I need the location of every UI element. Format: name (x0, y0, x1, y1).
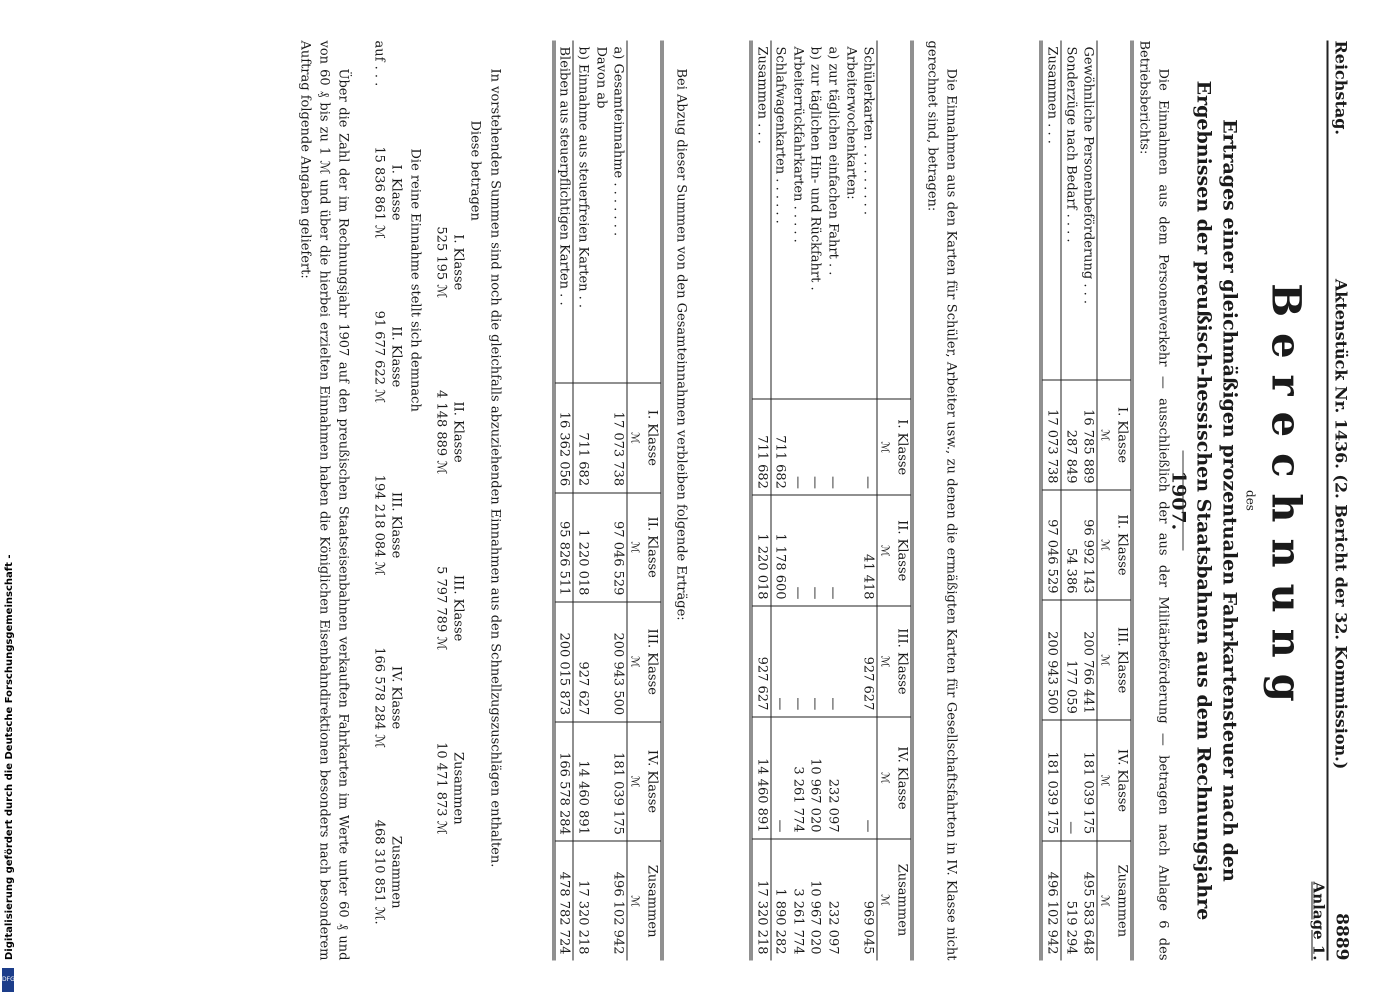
table-cell: 1 178 600 (770, 495, 788, 606)
class-amount: 10 471 873 ℳ (433, 741, 449, 835)
class-label: Zusammen (450, 751, 465, 825)
class-label: IV. Klasse (388, 665, 403, 729)
table-row (1079, 40, 1097, 960)
class-value (369, 146, 403, 238)
unit-cell: ℳ (627, 721, 643, 841)
row-label: Schülerkarten . . . . . . . . . (860, 46, 876, 215)
table-cell: 17 073 738 (609, 383, 627, 492)
row-label: Sonderzüge nach Bedarf . . . . (1062, 46, 1078, 243)
row-label: b) Einnahme aus steuerfreien Karten . . (575, 46, 591, 308)
table-cell: — (770, 606, 788, 717)
table-row (1061, 40, 1079, 960)
table-cell: 16 362 056 (553, 383, 573, 492)
unit-cell: ℳ (1097, 840, 1113, 960)
class-value (431, 226, 465, 298)
table-cell (841, 606, 859, 717)
table-row (573, 40, 591, 960)
table-cell: 1 220 018 (573, 492, 591, 601)
table-cell: 10 967 020 (806, 839, 824, 961)
paragraph-schnellzugszuschlaege: In vorstehenden Summen sind noch die gleichfalls abzuziehenden Einnahmen aus den Schnellzugszuschlägen enthalten. (487, 68, 502, 867)
table-cell: 495 583 648 (1079, 840, 1097, 960)
row-label: Zusammen . . . (1041, 40, 1061, 380)
table-cell: 519 294 (1061, 840, 1079, 960)
unit-cell: ℳ (877, 398, 893, 494)
class-label: I. Klasse (450, 233, 465, 290)
table-cell: 17 320 218 (751, 839, 771, 961)
class-value (431, 390, 465, 474)
class-value (431, 566, 465, 650)
column-header: III. Klasse (642, 601, 661, 721)
table-cell: 181 039 175 (1079, 720, 1097, 840)
table-cell: 496 102 942 (609, 841, 627, 960)
column-header: II. Klasse (892, 495, 911, 606)
table-cell: 96 992 143 (1079, 490, 1097, 600)
column-header: I. Klasse (892, 398, 911, 494)
table-cell: — (806, 606, 824, 717)
table-cell: 14 460 891 (751, 716, 771, 838)
row-label: Schlafwagenkarten . . . . . . (772, 46, 788, 224)
table-cell: 496 102 942 (1041, 840, 1061, 960)
unit-cell (877, 40, 893, 398)
class-label: I. Klasse (388, 164, 403, 221)
table-cell: 41 418 (859, 495, 877, 606)
unit-cell: ℳ (627, 383, 643, 492)
table-cell: 927 627 (751, 606, 771, 717)
table-cell: 181 039 175 (609, 721, 627, 841)
anlage-label: Anlage 1. (1309, 881, 1327, 960)
paragraph-abzug: Bei Abzug dieser Summen von den Gesamteinnahmen verbleiben folgende Erträge: (673, 68, 688, 621)
row-label: Davon ab (592, 46, 608, 108)
table-cell: — (823, 606, 841, 717)
unit-cell: ℳ (877, 495, 893, 606)
table-cell: — (1061, 720, 1079, 840)
table-cell: — (823, 495, 841, 606)
table-cell: 181 039 175 (1041, 720, 1061, 840)
row-label: Bleiben aus steuerpflichtigen Karten . . (553, 40, 573, 383)
page-number: 8889 (1331, 912, 1352, 960)
class-amount: 91 677 622 ℳ (371, 310, 387, 403)
class-label: II. Klasse (388, 325, 403, 387)
table-cell (841, 495, 859, 606)
row-label: a) Gesamteinnahme . . . . . . . (610, 46, 626, 236)
class-amount: 5 797 789 ℳ (433, 565, 449, 650)
table-cell: 927 627 (573, 601, 591, 721)
reine-einnahme-values (369, 110, 403, 960)
table-cell: 232 097 (823, 839, 841, 961)
rein-prefix: auf . . . (371, 40, 386, 86)
table-cell: — (806, 495, 824, 606)
table-cell: 200 943 500 (1041, 600, 1061, 720)
table-steuerfreie-karten (749, 40, 913, 960)
column-header: Zusammen (892, 839, 911, 961)
row-label: b) zur täglichen Hin- und Rückfahrt . (807, 46, 823, 291)
paragraph-reine-einnahme: Die reine Einnahme stellt sich demnach (407, 148, 422, 412)
table-cell: 10 967 020 (806, 716, 824, 838)
unit-cell (1097, 40, 1113, 380)
header-center: Aktenstück Nr. 1436. (2. Bericht der 32. Kommission.) (1331, 278, 1351, 769)
zuschlag-values (431, 180, 465, 880)
table-cell: — (788, 398, 806, 494)
class-amount: 4 148 889 ℳ (433, 389, 449, 474)
table-cell: 711 682 (770, 398, 788, 494)
column-header-label (892, 40, 911, 398)
table-row (788, 40, 806, 960)
table-cell: 711 682 (573, 383, 591, 492)
table-row (841, 40, 859, 960)
table-cell: 17 073 738 (1041, 380, 1061, 490)
row-label: Arbeiterrückfahrkarten . . . . . (789, 46, 805, 243)
table-cell: 14 460 891 (573, 721, 591, 841)
column-header: II. Klasse (1112, 490, 1131, 600)
title-des: des (1243, 489, 1257, 511)
paragraph-diese-betragen: Diese betragen (467, 120, 482, 221)
table-cell: 927 627 (859, 606, 877, 717)
table-cell (591, 601, 609, 721)
table-cell (841, 839, 859, 961)
column-header-label (1112, 40, 1131, 380)
table-row (823, 40, 841, 960)
column-header: III. Klasse (1112, 600, 1131, 720)
unit-cell: ℳ (627, 492, 643, 601)
row-label: Arbeiterwochenkarten: (842, 46, 858, 200)
table-cell: — (788, 495, 806, 606)
table-cell: 177 059 (1061, 600, 1079, 720)
class-value (369, 310, 403, 402)
column-header: III. Klasse (892, 606, 911, 717)
column-header: I. Klasse (1112, 380, 1131, 490)
unit-cell (627, 40, 643, 383)
page-subtitle: Ertrages einer gleichmäßigen prozentualen Fahrkartensteuer nach den Ergebnissen der preußisch-hessischen Staatsbahnen aus dem Rechnungsjahre 1907. (1166, 80, 1240, 920)
class-label: Zusammen (388, 835, 403, 908)
unit-cell: ℳ (1097, 720, 1113, 840)
table-cell: — (859, 716, 877, 838)
table-row (806, 40, 824, 960)
column-header: I. Klasse (642, 383, 661, 492)
table-cell: 97 046 529 (609, 492, 627, 601)
table-cell: 200 943 500 (609, 601, 627, 721)
table-row (751, 40, 771, 960)
table-cell: 54 386 (1061, 490, 1079, 600)
table-cell: — (770, 716, 788, 838)
dfg-note: Digitalisierung gefördert durch die Deutsche Forschungsgemeinschaft - (4, 554, 15, 960)
class-value (369, 819, 403, 924)
class-amount: 166 578 284 ℳ (371, 646, 387, 748)
title-rule (1182, 450, 1183, 550)
dfg-logo: DFG (2, 968, 14, 992)
table-cell: 97 046 529 (1041, 490, 1061, 600)
column-header: Zusammen (1112, 840, 1131, 960)
table-cell: 17 320 218 (573, 841, 591, 960)
unit-cell: ℳ (877, 606, 893, 717)
class-label: III. Klasse (388, 491, 403, 558)
table-row (859, 40, 877, 960)
table-cell: 1 220 018 (751, 495, 771, 606)
intro-paragraph: Die Einnahmen aus dem Personenverkehr — ausschließlich der aus der Militärbeförderung — betragen nach Anlage 6 des Betriebsberichts: (1136, 40, 1170, 960)
paragraph-ermaessigte-karten: Die Einnahmen aus den Karten für Schüler, Arbeiter usw., zu denen die ermäßigten Karten für Gesellschaftsfahrten in IV. Klasse nicht gerechnet sind, betragen: (924, 40, 958, 960)
table-cell: 166 578 284 (553, 721, 573, 841)
class-amount: 525 195 ℳ (433, 225, 449, 298)
column-header: IV. Klasse (642, 721, 661, 841)
table-cell: 16 785 889 (1079, 380, 1097, 490)
class-amount: 468 310 851 ℳ. (371, 819, 387, 925)
table-cell: 969 045 (859, 839, 877, 961)
class-label: II. Klasse (450, 401, 465, 463)
row-label: a) zur täglichen einfachen Fahrt . . (825, 46, 841, 275)
table-row (609, 40, 627, 960)
unit-cell: ℳ (877, 839, 893, 961)
table-row (770, 40, 788, 960)
class-value (431, 742, 465, 834)
unit-cell: ℳ (1097, 380, 1113, 490)
class-value (369, 647, 403, 748)
table-cell (841, 716, 859, 838)
table-cell: 3 261 774 (788, 839, 806, 961)
table-cell: — (806, 398, 824, 494)
table-cell: — (788, 606, 806, 717)
column-header: IV. Klasse (892, 716, 911, 838)
table-cell: 232 097 (823, 716, 841, 838)
table-cell: 711 682 (751, 398, 771, 494)
row-label: Zusammen . . . (751, 40, 771, 398)
class-value (369, 474, 403, 575)
table-ertraege (552, 40, 663, 960)
class-amount: 15 836 861 ℳ (371, 145, 387, 239)
table-cell: 1 890 282 (770, 839, 788, 961)
table-cell: 478 782 724 (553, 841, 573, 960)
unit-cell: ℳ (1097, 490, 1113, 600)
table-cell (591, 721, 609, 841)
unit-cell: ℳ (627, 601, 643, 721)
table-cell: 287 849 (1061, 380, 1079, 490)
column-header: Zusammen (642, 841, 661, 960)
table-cell (591, 492, 609, 601)
table-cell: 200 766 441 (1079, 600, 1097, 720)
unit-cell: ℳ (1097, 600, 1113, 720)
column-header: II. Klasse (642, 492, 661, 601)
column-header-label (642, 40, 661, 383)
unit-cell: ℳ (627, 841, 643, 960)
class-amount: 194 218 084 ℳ (371, 474, 387, 576)
table-personenverkehr (1039, 40, 1133, 960)
column-header: IV. Klasse (1112, 720, 1131, 840)
table-cell: 200 015 873 (553, 601, 573, 721)
table-cell: 95 826 511 (553, 492, 573, 601)
table-cell (591, 841, 609, 960)
table-cell: — (823, 398, 841, 494)
table-row (553, 40, 573, 960)
page-title: Berechnung (1262, 282, 1309, 718)
paragraph-fahrkarten-zahl: Über die Zahl der im Rechnungsjahr 1907 auf den preußischen Staatseisenbahnen verkauften Fahrkarten im Werte unter 60 ₰ und von 60 ₰ bis zu 1 ℳ und über die hierbei erzielten Einnahmen haben die Königlichen Eisenbahndirektionen besonders nach besonderem Auftrag folgende Angaben geliefert: (297, 40, 350, 960)
table-row (1041, 40, 1061, 960)
table-cell: 3 261 774 (788, 716, 806, 838)
unit-cell: ℳ (877, 716, 893, 838)
table-cell: — (859, 398, 877, 494)
header-left: Reichstag. (1331, 40, 1351, 135)
table-cell (591, 383, 609, 492)
table-row (591, 40, 609, 960)
class-label: III. Klasse (450, 574, 465, 641)
row-label: Gewöhnliche Personenbeförderung . . . (1080, 46, 1096, 304)
table-cell (841, 398, 859, 494)
page-header (1326, 40, 1357, 960)
